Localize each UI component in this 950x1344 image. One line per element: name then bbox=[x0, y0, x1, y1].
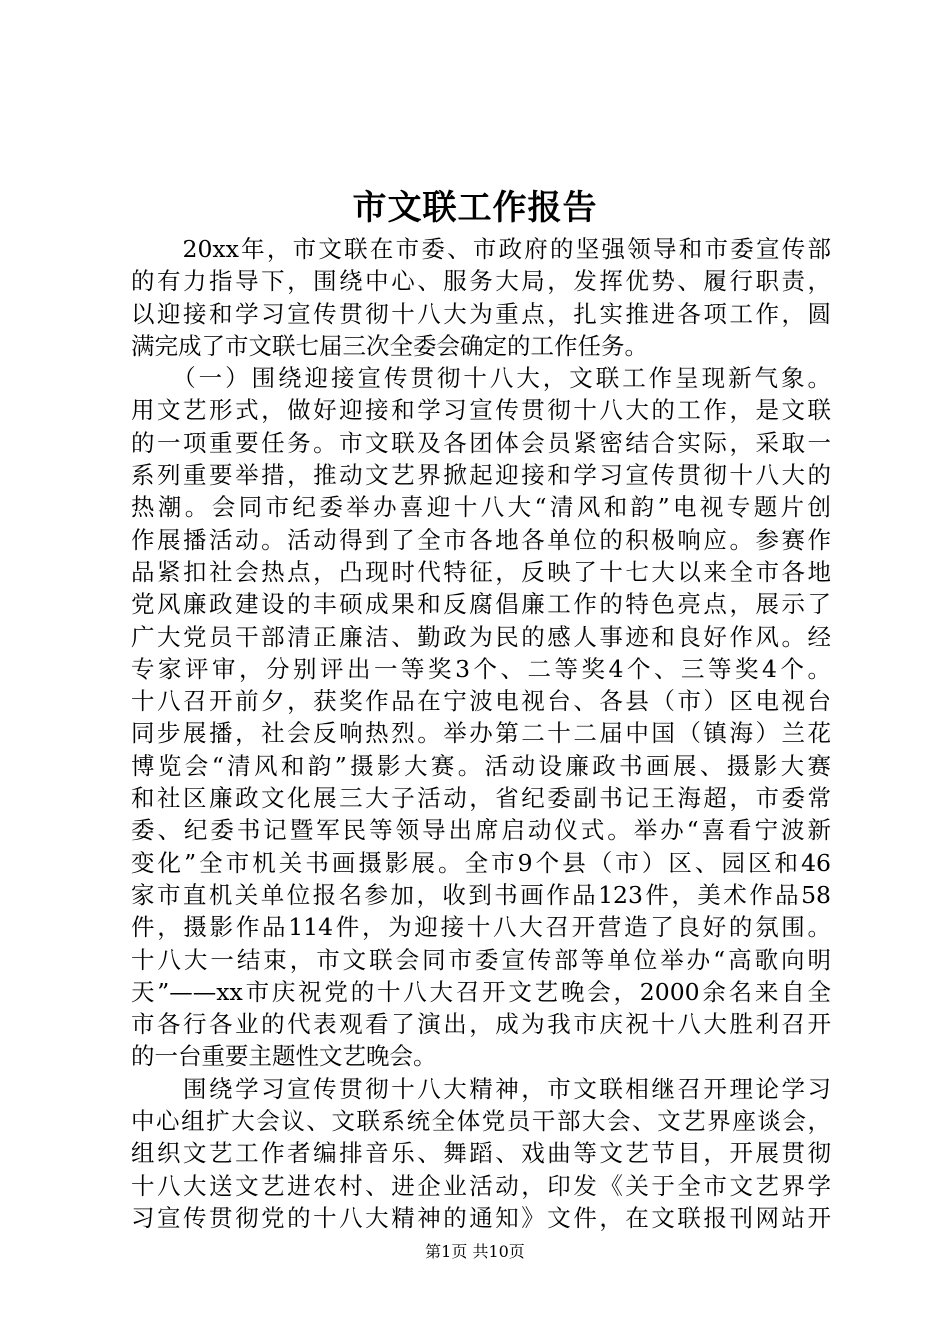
body-line: 同步展播，社会反响热烈。举办第二十二届中国（镇海）兰花 bbox=[131, 719, 831, 748]
body-line: 用文艺形式，做好迎接和学习宣传贯彻十八大的工作，是文联 bbox=[131, 396, 831, 425]
body-line: 委、纪委书记暨军民等领导出席启动仪式。举办“喜看宁波新 bbox=[131, 816, 831, 845]
body-line: 变化”全市机关书画摄影展。全市9个县（市）区、园区和46 bbox=[131, 848, 831, 877]
body-line: 围绕学习宣传贯彻十八大精神，市文联相继召开理论学习 bbox=[131, 1074, 831, 1103]
body-line: 的一台重要主题性文艺晚会。 bbox=[131, 1042, 437, 1071]
body-line: 中心组扩大会议、文联系统全体党员干部大会、文艺界座谈会， bbox=[131, 1107, 831, 1136]
body-line: 习宣传贯彻党的十八大精神的通知》文件，在文联报刊网站开 bbox=[131, 1203, 831, 1232]
body-line: 件，摄影作品114件，为迎接十八大召开营造了良好的氛围。 bbox=[131, 913, 831, 942]
body-line: 广大党员干部清正廉洁、勤政为民的感人事迹和良好作风。经 bbox=[131, 622, 831, 651]
body-line: 的有力指导下，围绕中心、服务大局，发挥优势、履行职责， bbox=[131, 267, 831, 296]
body-line: 组织文艺工作者编排音乐、舞蹈、戏曲等文艺节目，开展贯彻 bbox=[131, 1139, 831, 1168]
document-body bbox=[131, 233, 831, 1234]
body-line: 和社区廉政文化展三大子活动，省纪委副书记王海超，市委常 bbox=[131, 784, 831, 813]
body-line: 品紧扣社会热点，凸现时代特征，反映了十七大以来全市各地 bbox=[131, 557, 831, 586]
body-line: 天”——xx市庆祝党的十八大召开文艺晚会，2000余名来自全 bbox=[131, 977, 831, 1006]
body-line: 专家评审，分别评出一等奖3个、二等奖4个、三等奖4个。 bbox=[131, 654, 831, 683]
document-title: 市文联工作报告 bbox=[352, 188, 598, 228]
body-line: 20xx年，市文联在市委、市政府的坚强领导和市委宣传部 bbox=[131, 235, 831, 263]
body-line: 十八大送文艺进农村、进企业活动，印发《关于全市文艺界学 bbox=[131, 1171, 831, 1200]
body-line: 十八召开前夕，获奖作品在宁波电视台、各县（市）区电视台 bbox=[131, 687, 831, 716]
body-line: 作展播活动。活动得到了全市各地各单位的积极响应。参赛作 bbox=[131, 525, 831, 554]
body-line: 的一项重要任务。市文联及各团体会员紧密结合实际，采取一 bbox=[131, 428, 831, 457]
body-line: 以迎接和学习宣传贯彻十八大为重点，扎实推进各项工作，圆 bbox=[131, 299, 831, 328]
body-line: 十八大一结束，市文联会同市委宣传部等单位举办“高歌向明 bbox=[131, 945, 831, 974]
body-line: 家市直机关单位报名参加，收到书画作品123件，美术作品58 bbox=[131, 880, 831, 909]
body-line: 博览会“清风和韵”摄影大赛。活动设廉政书画展、摄影大赛 bbox=[131, 751, 831, 780]
page-footer: 第1页 共10页 bbox=[425, 1242, 525, 1261]
body-line: 热潮。会同市纪委举办喜迎十八大“清风和韵”电视专题片创 bbox=[131, 493, 831, 522]
body-line: 系列重要举措，推动文艺界掀起迎接和学习宣传贯彻十八大的 bbox=[131, 461, 831, 490]
body-line: （一）围绕迎接宣传贯彻十八大，文联工作呈现新气象。 bbox=[131, 364, 831, 393]
body-line: 党风廉政建设的丰硕成果和反腐倡廉工作的特色亮点，展示了 bbox=[131, 590, 831, 619]
body-line: 满完成了市文联七届三次全委会确定的工作任务。 bbox=[131, 331, 648, 360]
body-line: 市各行各业的代表观看了演出，成为我市庆祝十八大胜利召开 bbox=[131, 1010, 831, 1039]
